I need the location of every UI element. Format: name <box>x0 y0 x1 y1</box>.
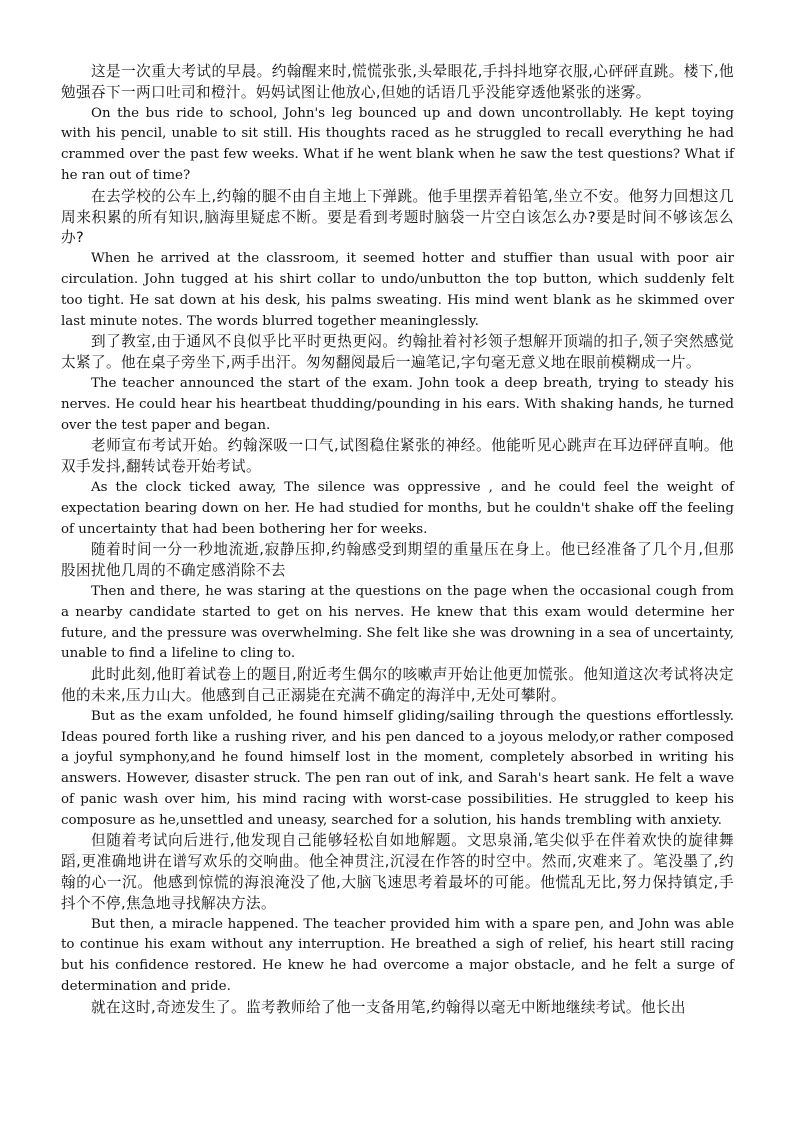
paragraph-zh-7: 但随着考试向后进行,他发现自己能够轻松自如地解题。文思泉涌,笔尖似乎在伴着欢快的旋律舞蹈,更准确地讲在谱写欢乐的交响曲。他全神贯注,沉浸在作答的时空中。然而,灾难来了。笔没墨了,约翰的心一沉。他感到惊慌的海浪淹没了他,大脑飞速思考着最坏的可能。他慌乱无比,努力保持镇定,手抖个不停,焦急地寻找解决方法。 <box>61 832 734 912</box>
paragraph-en-4: As the clock ticked away, The silence was oppressive , and he could feel the weight of expectation bearing down on her. He had studied for months, but he couldn't shake off the feeling of uncertainty that had been bothering her for weeks. <box>61 479 734 537</box>
paragraph-zh-3: 到了教室,由于通风不良似乎比平时更热更闷。约翰扯着衬衫领子想解开顶端的扣子,领子突然感觉太紧了。他在桌子旁坐下,两手出汗。匆匆翻阅最后一遍笔记,字句毫无意义地在眼前模糊成一片。 <box>61 333 734 372</box>
paragraph-zh-4: 老师宣布考试开始。约翰深吸一口气,试图稳住紧张的神经。他能听见心跳声在耳边砰砰直响。他双手发抖,翻转试卷开始考试。 <box>61 437 734 476</box>
paragraph-en-7: But then, a miracle happened. The teacher provided him with a spare pen, and John was able to continue his exam without any interruption. He breathed a sigh of relief, his heart still racing but his confidence restored. He knew he had overcome a major obstacle, and he felt a surge of determination and pride. <box>61 916 734 995</box>
paragraph-en-1: On the bus ride to school, John's leg bounced up and down uncontrollably. He kept toying with his pencil, unable to sit still. His thoughts raced as he struggled to recall everything he had crammed over the past few weeks. What if he went blank when he saw the test questions? What if he ran out of time? <box>61 105 734 183</box>
paragraph-en-2: When he arrived at the classroom, it seemed hotter and stuffier than usual with poor air circulation. John tugged at his shirt collar to undo/unbutton the top button, which suddenly felt too tight. He sat down at his desk, his palms sweating. His mind went blank as he skimmed over last minute notes. The words blurred together meaninglessly. <box>61 251 734 329</box>
paragraph-en-3: The teacher announced the start of the exam. John took a deep breath, trying to steady his nerves. He could hear his heartbeat thudding/pounding in his ears. With shaking hands, he turned over the test paper and began. <box>61 375 734 433</box>
paragraph-zh-1: 这是一次重大考试的早晨。约翰醒来时,慌慌张张,头晕眼花,手抖抖地穿衣服,心砰砰直跳。楼下,他勉强吞下一两口吐司和橙汁。妈妈试图让他放心,但她的话语几乎没能穿透他紧张的迷雾。 <box>61 63 734 101</box>
paragraph-en-6: But as the exam unfolded, he found himself gliding/sailing through the questions effortlessly. Ideas poured forth like a rushing river, and his pen danced to a joyous melody,or rather composed a joyful symphony,and he found himself lost in the moment, completely absorbed in writing his answers. However, disaster struck. The pen ran out of ink, and Sarah's heart sank. He felt a wave of panic wash over him, his mind racing with worst-case possibilities. He struggled to keep his composure as he,unsettled and uneasy, searched for a solution, his hands trembling with anxiety. <box>61 708 734 828</box>
paragraph-zh-8: 就在这时,奇迹发生了。监考教师给了他一支备用笔,约翰得以毫无中断地继续考试。他长出 <box>91 998 686 1016</box>
paragraph-en-5: Then and there, he was staring at the questions on the page when the occasional cough from a nearby candidate started to get on his nerves. He knew that this exam would determine her future, and the pressure was overwhelming. She felt like she was drowning in a sea of uncertainty, unable to find a lifeline to cling to. <box>61 583 734 662</box>
paragraph-zh-6: 此时此刻,他盯着试卷上的题目,附近考生偶尔的咳嗽声开始让他更加慌张。他知道这次考试将决定他的未来,压力山大。他感到自己正溺毙在充满不确定的海洋中,无处可攀附。 <box>61 666 734 704</box>
paragraph-zh-2: 在去学校的公车上,约翰的腿不由自主地上下弹跳。他手里摆弄着铅笔,坐立不安。他努力回想这几周来积累的所有知识,脑海里疑虑不断。要是看到考题时脑袋一片空白该怎么办?要是时间不够该怎么办? <box>61 187 734 247</box>
paragraph-zh-5: 随着时间一分一秒地流逝,寂静压抑,约翰感受到期望的重量压在身上。他已经准备了几个月,但那股困扰他几周的不确定感消除不去 <box>61 541 734 580</box>
